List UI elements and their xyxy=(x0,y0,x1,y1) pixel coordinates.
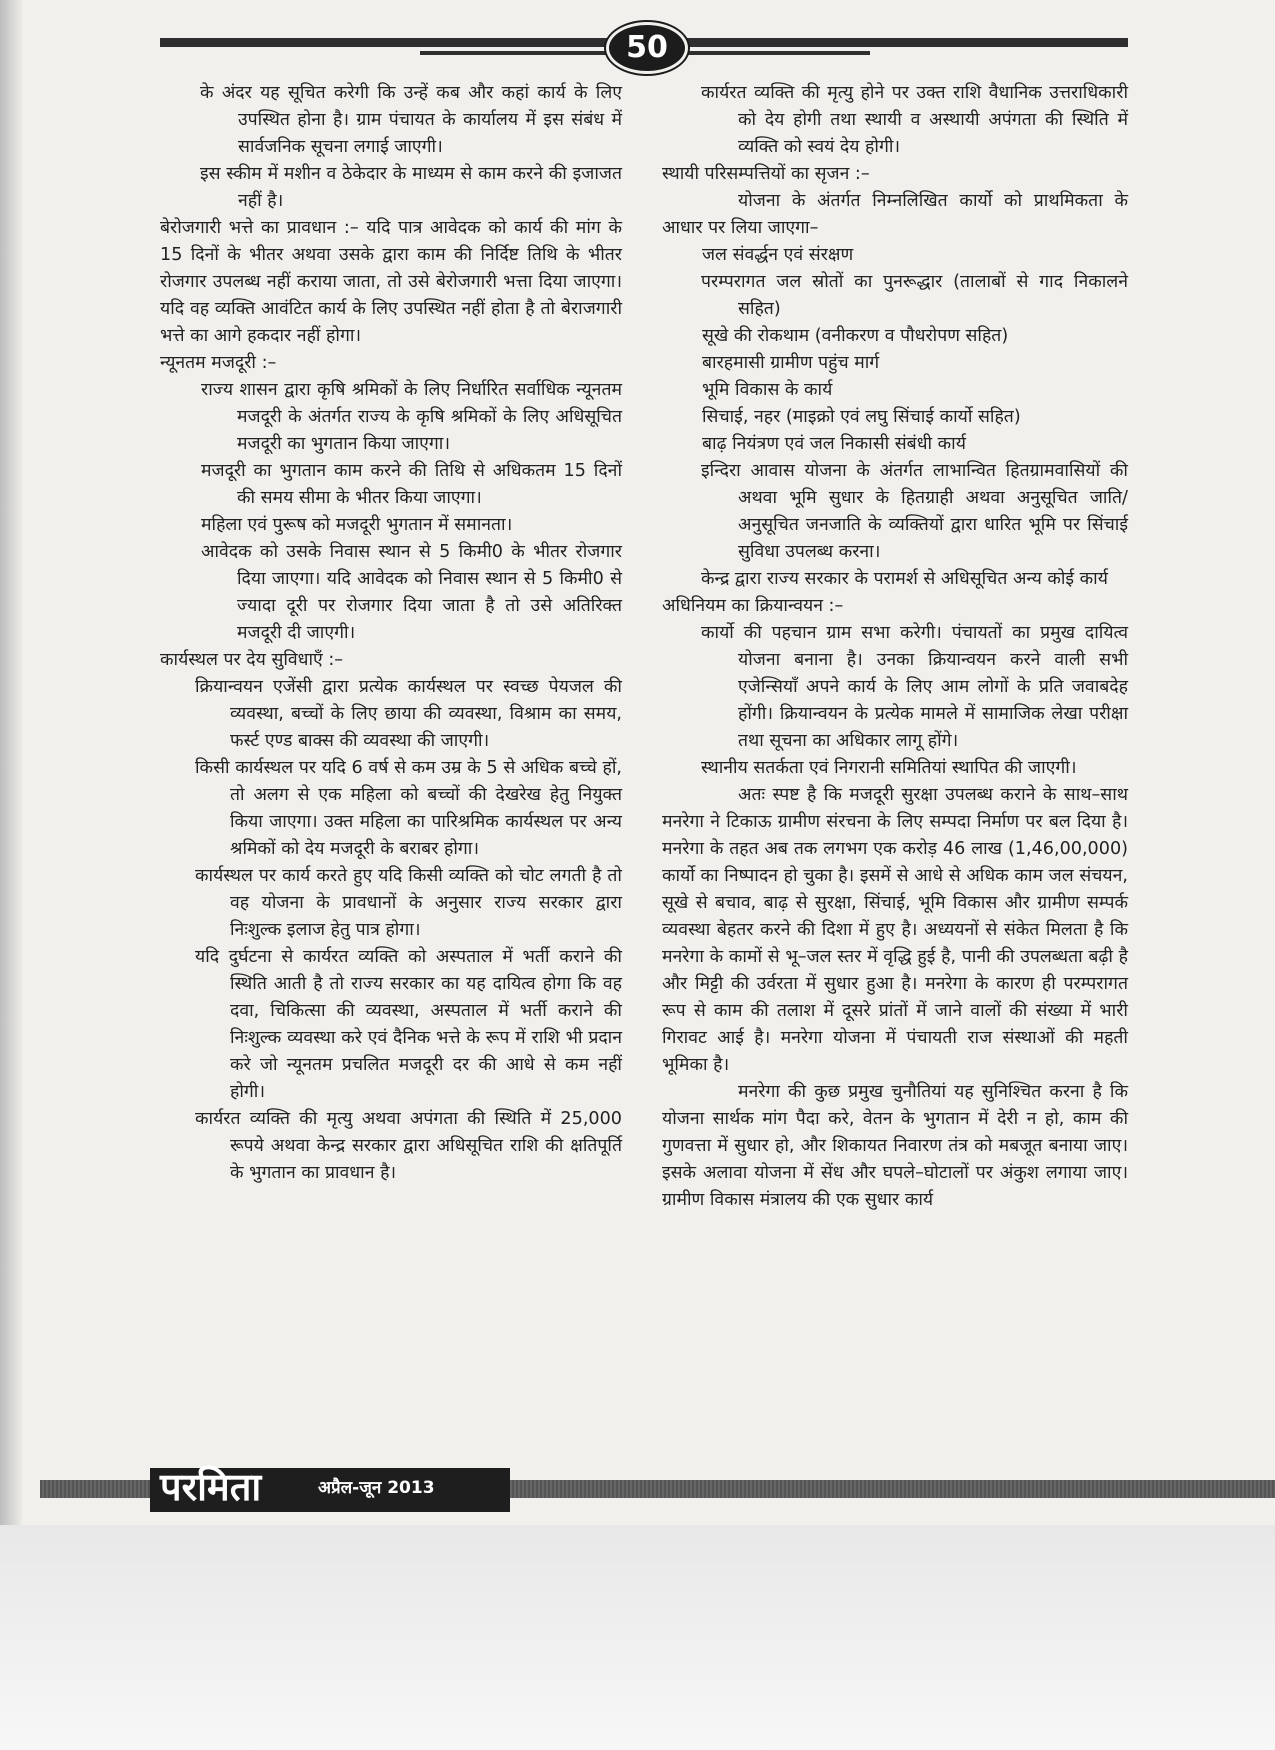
list-item: आवेदक को उसके निवास स्थान से 5 किमी0 के भीतर रोजगार दिया जाएगा। यदि आवेदक को निवास स्थान से 5 किमी0 से ज्यादा दूरी पर रोजगार दिया जाता है तो उसे अतिरिक्त मजदूरी दी जाएगी। xyxy=(201,542,622,643)
page-number: 50 xyxy=(606,22,688,74)
list-item: राज्य शासन द्वारा कृषि श्रमिकों के लिए निर्धारित सर्वाधिक न्यूनतम मजदूरी के अंतर्गत राज्य के कृषि श्रमिकों के लिए अधिसूचित मजदूरी का भुगतान किया जाएगा। xyxy=(201,380,622,454)
list-item: बारहमासी ग्रामीण पहुंच मार्ग xyxy=(702,353,880,373)
paragraph: मनरेगा की कुछ प्रमुख चुनौतियां यह सुनिश्चित करना है कि योजना सार्थक मांग पैदा करे, वेतन के भुगतान में देरी न हो, काम की गुणवत्ता में सुधार हो, और शिकायत निवारण तंत्र को मबजूत बनाया जाए। इसके अलावा योजना में सेंध और घपले–घोटालों पर अंकुश लगाया जाए। ग्रामीण विकास मंत्रालय की एक सुधार कार्य xyxy=(662,1082,1128,1210)
list-item: सिचाई, नहर (माइक्रो एवं लघु सिंचाई कार्यो सहित) xyxy=(702,407,1021,427)
list-item: कार्यरत व्यक्ति की मृत्यु अथवा अपंगता की स्थिति में 25,000 रूपये अथवा केन्द्र सरकार द्वारा अधिसूचित राशि की क्षतिपूर्ति के भुगतान का प्रावधान है। xyxy=(195,1109,622,1183)
page-spine-shadow xyxy=(0,0,22,1750)
magazine-title: परमिता xyxy=(160,1464,262,1509)
list-item: किसी कार्यस्थल पर यदि 6 वर्ष से कम उम्र के 5 से अधिक बच्चे हों, तो अलग से एक महिला को बच्चों की देखरेख हेतु नियुक्त किया जाएगा। उक्त महिला का पारिश्रमिक कार्यस्थल पर अन्य श्रमिकों को देय मजदूरी के बराबर होगा। xyxy=(195,758,622,859)
paragraph: योजना के अंतर्गत निम्नलिखित कार्यो को प्राथमिकता के आधार पर लिया जाएगा– xyxy=(662,191,1128,238)
list-item: भूमि विकास के कार्य xyxy=(702,380,833,400)
section-heading: अधिनियम का क्रियान्वयन :– xyxy=(662,596,844,616)
list-item: कार्यस्थल पर कार्य करते हुए यदि किसी व्यक्ति को चोट लगती है तो वह योजना के प्रावधानों के अनुसार राज्य सरकार द्वारा निःशुल्क इलाज हेतु पात्र होगा। xyxy=(195,866,622,940)
list-item: इन्दिरा आवास योजना के अंतर्गत लाभान्वित हितग्रामवासियों की अथवा भूमि सुधार के हितग्राही अथवा अनुसूचित जाति/अनुसूचित जनजाति के व्यक्तियों द्वारा धारित भूमि पर सिंचाई सुविधा उपलब्ध करना। xyxy=(701,461,1128,562)
paragraph: के अंदर यह सूचित करेगी कि उन्हें कब और कहां कार्य के लिए उपस्थित होना है। ग्राम पंचायत के कार्यालय में इस संबंध में सार्वजनिक सूचना लगाई जाएगी। xyxy=(200,83,622,157)
list-item: यदि दुर्घटना से कार्यरत व्यक्ति को अस्पताल में भर्ती कराने की स्थिति आती है तो राज्य सरकार का यह दायित्व होगा कि वह दवा, चिकित्सा की व्यवस्था, अस्पताल में भर्ती कराने की निःशुल्क व्यवस्था करे एवं दैनिक भत्ते के रूप में राशि भी प्रदान करे जो न्यूनतम प्रचलित मजदूरी दर की आधे से कम नहीं होगी। xyxy=(195,947,622,1102)
section-heading: कार्यस्थल पर देय सुविधाएँ :– xyxy=(160,650,344,670)
left-column xyxy=(160,80,622,1187)
list-item: मजदूरी का भुगतान काम करने की तिथि से अधिकतम 15 दिनों की समय सीमा के भीतर किया जाएगा। xyxy=(201,461,622,508)
issue-date: अप्रैल-जून 2013 xyxy=(318,1478,435,1498)
list-item: क्रियान्वयन एजेंसी द्वारा प्रत्येक कार्यस्थल पर स्वच्छ पेयजल की व्यवस्था, बच्चों के लिए छाया की व्यवस्था, विश्राम का समय, फर्स्ट एण्ड बाक्स की व्यवस्था की जाएगी। xyxy=(195,677,622,751)
right-column xyxy=(662,80,1128,1214)
paragraph: बेरोजगारी भत्ते का प्रावधान :– यदि पात्र आवेदक को कार्य की मांग के 15 दिनों के भीतर अथवा उसके द्वारा काम की निर्दिष्ट तिथि के भीतर रोजगार उपलब्ध नहीं कराया जाता, तो उसे बेरोजगारी भत्ता दिया जाएगा। यदि वह व्यक्ति आवंटित कार्य के लिए उपस्थित नहीं होता है तो बेराजगारी भत्ते का आगे हकदार नहीं होगा। xyxy=(160,218,622,346)
paragraph: इस स्कीम में मशीन व ठेकेदार के माध्यम से काम करने की इजाजत नहीं है। xyxy=(200,164,622,211)
list-item: केन्द्र द्वारा राज्य सरकार के परामर्श से अधिसूचित अन्य कोई कार्य xyxy=(701,569,1108,589)
paragraph: अतः स्पष्ट है कि मजदूरी सुरक्षा उपलब्ध कराने के साथ–साथ मनरेगा ने टिकाऊ ग्रामीण संरचना के लिए सम्पदा निर्माण पर बल दिया है। मनरेगा के तहत अब तक लगभग एक करोड़ 46 लाख (1,46,00,000) कार्यो का निष्पादन हो चुका है। इसमें से आधे से अधिक काम जल संचयन, सूखे से बचाव, बाढ़ से सुरक्षा, सिंचाई, भूमि विकास और ग्रामीण सम्पर्क व्यवस्था बेहतर करने की दिशा में हुए है। अध्ययनों से संकेत मिलता है कि मनरेगा के कामों से भू–जल स्तर में वृद्धि हुई है, पानी की उपलब्धता बढ़ी है और मिट्टी की उर्वरता में सुधार हुआ है। मनरेगा के कारण ही परम्परागत रूप से काम की तलाश में दूसरे प्रांतों में जाने वालों की संख्या में भारी गिरावट आई है। मनरेगा योजना में पंचायती राज संस्थाओं की महती भूमिका है। xyxy=(662,785,1128,1075)
list-item: कार्यो की पहचान ग्राम सभा करेगी। पंचायतों का प्रमुख दायित्व योजना बनाना है। उनका क्रियान्वयन करने वाली सभी एजेन्सियाँ अपने कार्य के लिए आम लोगों के प्रति जवाबदेह होंगी। क्रियान्वयन के प्रत्येक मामले में सामाजिक लेखा परीक्षा तथा सूचना का अधिकार लागू होंगे। xyxy=(701,623,1128,751)
scan-bottom-margin xyxy=(0,1525,1275,1750)
list-item: स्थानीय सतर्कता एवं निगरानी समितियां स्थापित की जाएगी। xyxy=(701,758,1077,778)
section-heading: न्यूनतम मजदूरी :– xyxy=(160,353,277,373)
list-item: परम्परागत जल स्रोतों का पुनरूद्धार (तालाबों से गाद निकालने सहित) xyxy=(701,272,1128,319)
list-item: महिला एवं पुरूष को मजदूरी भुगतान में समानता। xyxy=(201,515,513,535)
section-heading: स्थायी परिसम्पत्तियों का सृजन :– xyxy=(662,164,870,184)
list-item: सूखे की रोकथाम (वनीकरण व पौधरोपण सहित) xyxy=(702,326,1009,346)
list-item: बाढ़ नियंत्रण एवं जल निकासी संबंधी कार्य xyxy=(702,434,966,454)
paragraph: कार्यरत व्यक्ति की मृत्यु होने पर उक्त राशि वैधानिक उत्तराधिकारी को देय होगी तथा स्थायी व अस्थायी अपंगता की स्थिति में व्यक्ति को स्वयं देय होगी। xyxy=(701,83,1128,157)
list-item: जल संवर्द्धन एवं संरक्षण xyxy=(702,245,854,265)
